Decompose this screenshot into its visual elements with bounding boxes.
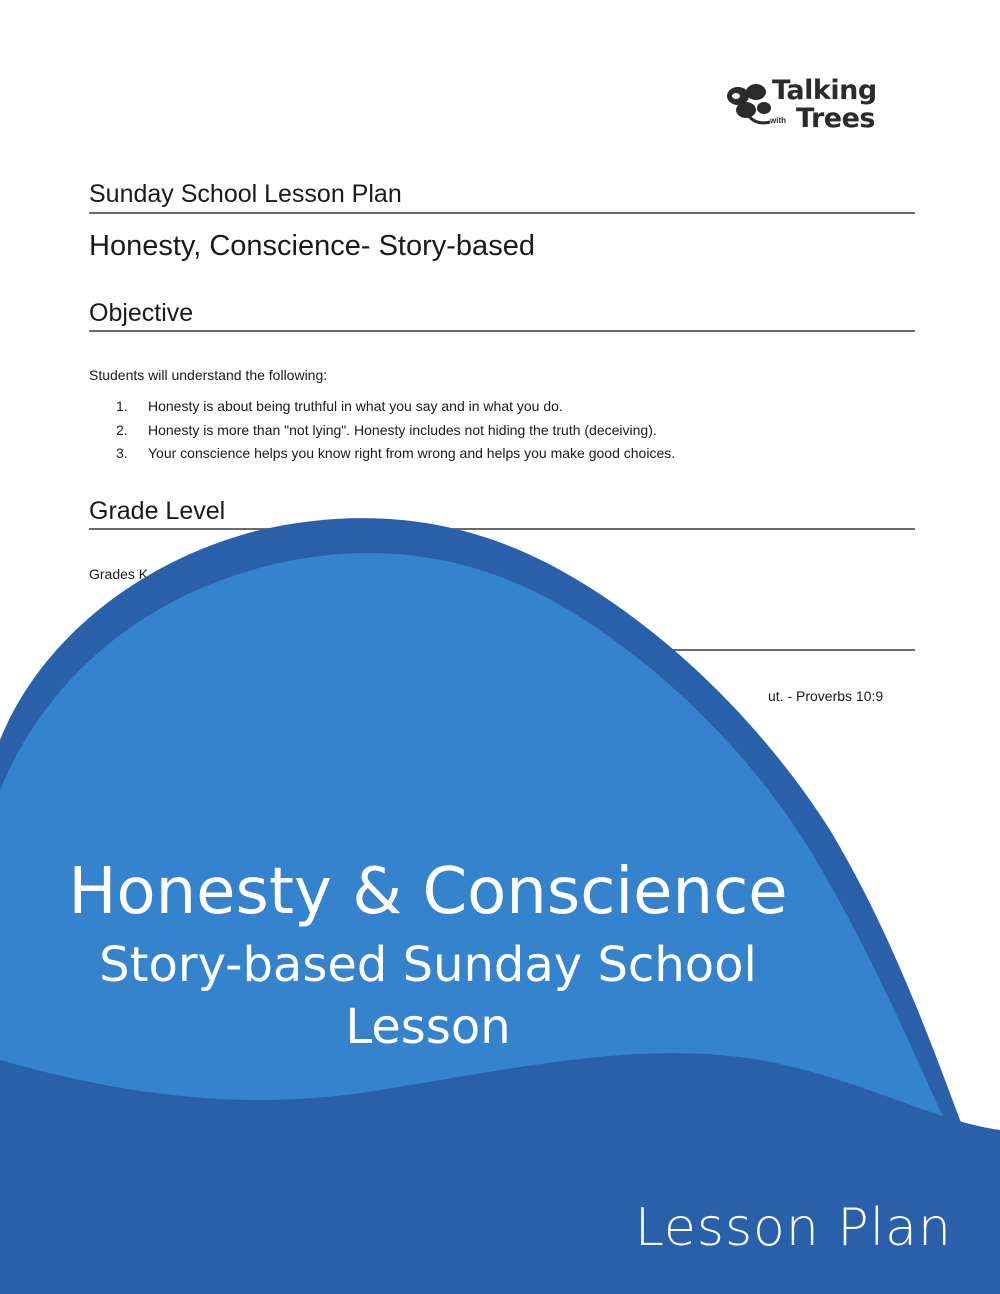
- logo-brand-line1: Talking: [772, 75, 877, 106]
- objective-text: Your conscience helps you know right from wrong and helps you make good choices.: [148, 445, 676, 461]
- doc-type-heading: Sunday School Lesson Plan: [89, 178, 915, 214]
- banner-title: Honesty & Conscience: [68, 855, 788, 929]
- grade-level-heading: Grade Level: [89, 494, 915, 530]
- lesson-plan-label: Lesson Plan: [634, 1198, 952, 1258]
- banner-subtitle-line2: Lesson: [345, 999, 511, 1055]
- banner-subtitle-line1: Story-based Sunday School: [99, 937, 757, 993]
- objective-number: 1.: [116, 398, 128, 414]
- objective-number: 2.: [116, 421, 128, 438]
- objective-text: Honesty is more than "not lying". Honesty includes not hiding the truth (deceiving).: [148, 421, 657, 438]
- lesson-title: Honesty, Conscience- Story-based: [89, 230, 535, 262]
- grades-text: Grades K: [89, 566, 149, 582]
- banner-subtitle: [0, 934, 856, 1058]
- objective-number: 3.: [116, 445, 128, 461]
- logo-brand-line2: Trees: [796, 103, 875, 134]
- logo-brand-small: with: [770, 116, 786, 125]
- verse-reference: ut. - Proverbs 10:9: [768, 688, 884, 704]
- objective-heading: Objective: [89, 296, 915, 332]
- objective-intro: Students will understand the following:: [89, 367, 328, 383]
- objective-text: Honesty is about being truthful in what you say and in what you do.: [148, 398, 563, 414]
